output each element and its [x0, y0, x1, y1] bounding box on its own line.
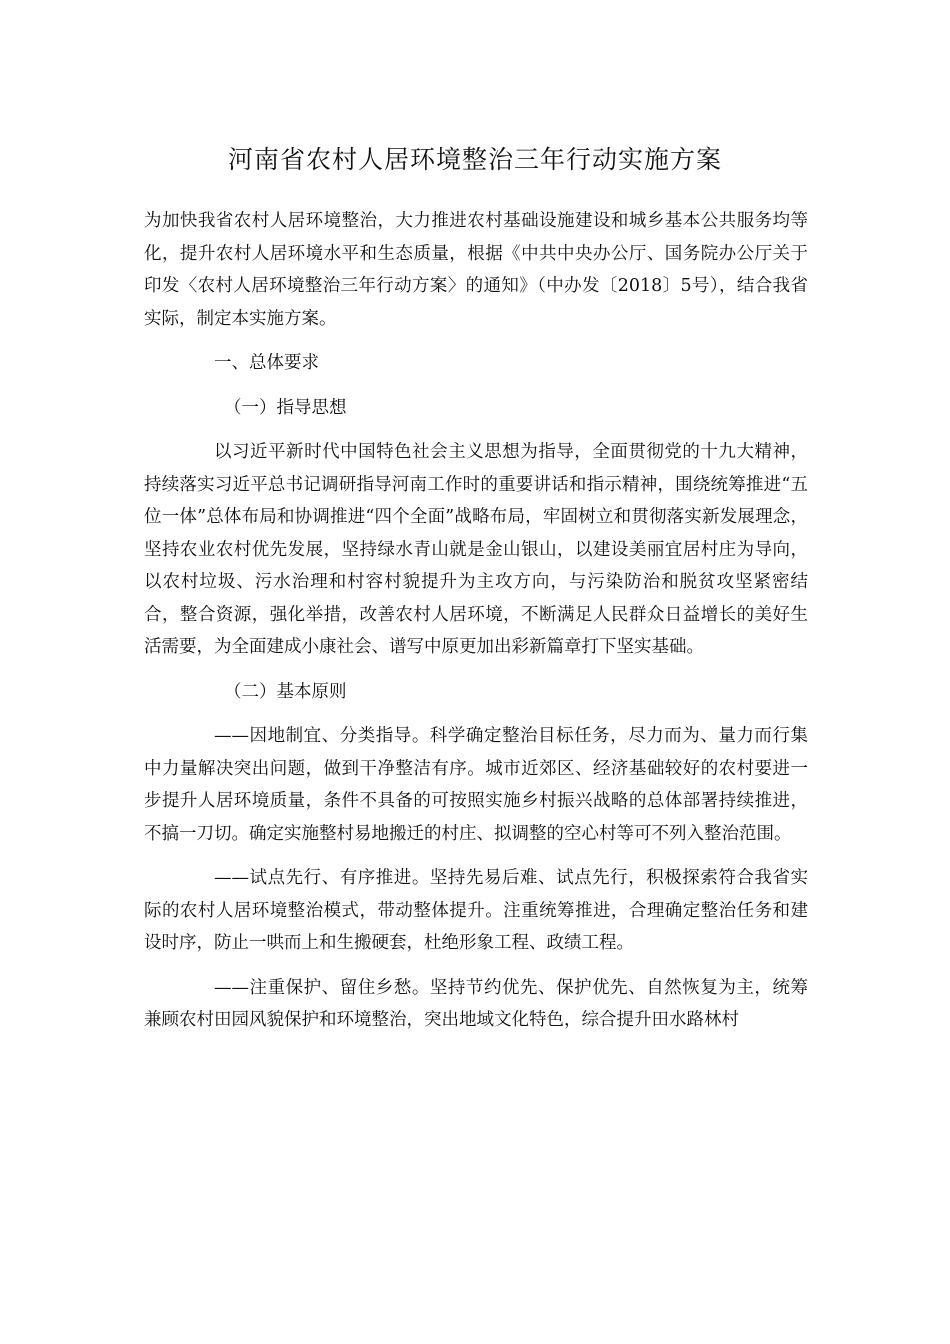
subsection-heading-guiding-thought: （一）指导思想 [224, 397, 347, 418]
principle-paragraph-2: ——试点先行、有序推进。坚持先易后难、试点先行，积极探索符合我省实际的农村人居环境整治模式，带动整体提升。注重统筹推进，合理确定整治任务和建设时序，防止一哄而上和生搬硬套，杜绝形象工程、政绩工程。 [144, 868, 808, 953]
guiding-thought-paragraph: 以习近平新时代中国特色社会主义思想为指导，全面贯彻党的十九大精神，持续落实习近平总书记调研指导河南工作时的重要讲话和指示精神，围绕统筹推进“五位一体”总体布局和协调推进“四个全面”战略布局，牢固树立和贯彻落实新发展理念，坚持农业农村优先发展，坚持绿水青山就是金山银山，以建设美丽宜居村庄为导向，以农村垃圾、污水治理和村容村貌提升为主攻方向，与污染防治和脱贫攻坚紧密结合，整合资源，强化举措，改善农村人居环境，不断满足人民群众日益增长的美好生活需要，为全面建成小康社会、谱写中原更加出彩新篇章打下坚实基础。 [144, 442, 808, 657]
principle-paragraph-1: ——因地制宜、分类指导。科学确定整治目标任务，尽力而为、量力而行集中力量解决突出问题，做到干净整洁有序。城市近郊区、经济基础较好的农村要进一步提升人居环境质量，条件不具备的可按照实施乡村振兴战略的总体部署持续推进，不搞一刀切。确定实施整村易地搬迁的村庄、拟调整的空心村等可不列入整治范围。 [144, 726, 808, 844]
document-body [144, 205, 808, 1049]
document-title: 河南省农村人居环境整治三年行动实施方案 [227, 145, 722, 174]
section-heading-general-requirements: 一、总体要求 [214, 353, 319, 373]
subsection-heading-basic-principles: （二）基本原则 [224, 681, 347, 702]
principle-paragraph-3: ——注重保护、留住乡愁。坚持节约优先、保护优先、自然恢复为主，统筹兼顾农村田园风貌保护和环境整治，突出地域文化特色，综合提升田水路林村 [144, 977, 808, 1030]
intro-paragraph: 为加快我省农村人居环境整治，大力推进农村基础设施建设和城乡基本公共服务均等化，提升农村人居环境水平和生态质量，根据《中共中央办公厅、国务院办公厅关于印发〈农村人居环境整治三年行动方案〉的通知》（中办发〔2018〕5号），结合我省实际，制定本实施方案。 [144, 211, 808, 329]
